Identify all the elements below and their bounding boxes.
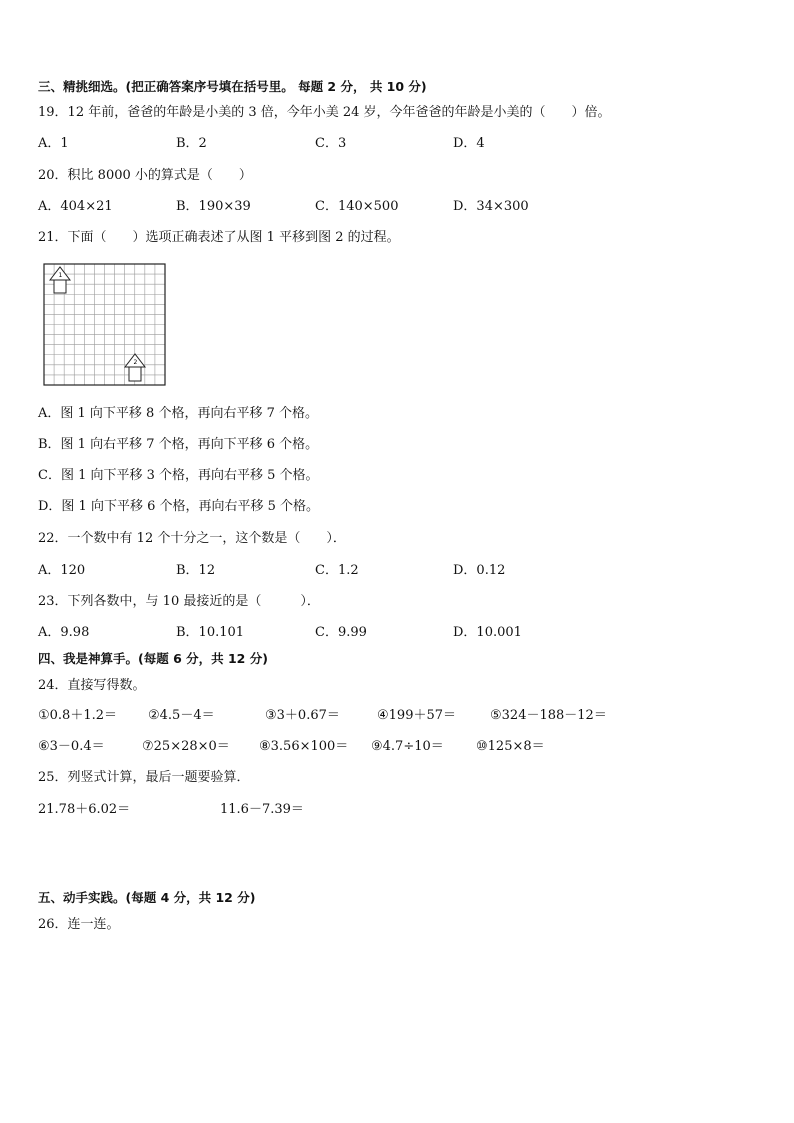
house-shape-1 [50,267,70,293]
q22-option-b: B．12 [176,563,216,578]
q23-option-b: B．10.101 [176,625,245,640]
q23-option-d: D．10.001 [453,625,522,640]
question-20-stem: 20．积比 8000 小的算式是（ ） [38,168,252,183]
q21-option-a: A．图 1 向下平移 8 个格，再向右平移 7 个格。 [38,406,318,421]
q24-item-2: ②4.5－4＝ [148,708,215,723]
q24-item-7: ⑦25×28×0＝ [142,739,230,754]
section-3-heading: 三、精挑细选。(把正确答案序号填在括号里。 每题 2 分， 共 10 分) [38,79,427,94]
q24-item-10: ⑩125×8＝ [476,739,545,754]
question-23-stem: 23．下列各数中，与 10 最接近的是（ ）． [38,594,320,609]
question-22-stem: 22．一个数中有 12 个十分之一，这个数是（ ）． [38,531,346,546]
question-26-stem: 26．连一连。 [38,917,120,932]
q19-option-a: A．1 [38,136,69,151]
q20-option-c: C．140×500 [315,199,399,214]
q19-option-c: C．3 [315,136,347,151]
question-24-stem: 24．直接写得数。 [38,678,146,693]
question-19-stem: 19．12 年前，爸爸的年龄是小美的 3 倍，今年小美 24 岁，今年爸爸的年龄是小美的（ ）倍。 [38,105,611,120]
q24-item-4: ④199＋57＝ [377,708,457,723]
section-5-heading: 五、动手实践。(每题 4 分，共 12 分) [38,890,256,905]
q19-option-b: B．2 [176,136,207,151]
translation-grid-figure [43,263,167,387]
q22-option-c: C．1.2 [315,563,359,578]
q21-option-b: B．图 1 向右平移 7 个格，再向下平移 6 个格。 [38,437,319,452]
q21-option-c: C．图 1 向下平移 3 个格，再向右平移 5 个格。 [38,468,319,483]
q24-item-6: ⑥3－0.4＝ [38,739,105,754]
question-25-stem: 25．列竖式计算，最后一题要验算． [38,770,250,785]
house-2-label: 2 [133,359,138,366]
house-1-label: 1 [58,272,63,279]
q24-item-3: ③3＋0.67＝ [265,708,340,723]
q25-item-2: 11.6－7.39＝ [220,802,304,817]
section-4-heading: 四、我是神算手。(每题 6 分，共 12 分) [38,651,268,666]
q21-option-d: D．图 1 向下平移 6 个格，再向右平移 5 个格。 [38,499,320,514]
q23-option-a: A．9.98 [38,625,90,640]
house-shape-2 [125,354,145,381]
q25-item-1: 21.78＋6.02＝ [38,802,131,817]
q19-option-d: D．4 [453,136,485,151]
q20-option-b: B．190×39 [176,199,251,214]
question-21-stem: 21．下面（ ）选项正确表述了从图 1 平移到图 2 的过程。 [38,230,400,245]
q20-option-a: A．404×21 [38,199,113,214]
q20-option-d: D．34×300 [453,199,529,214]
q24-item-8: ⑧3.56×100＝ [259,739,349,754]
q24-item-5: ⑤324－188－12＝ [490,708,607,723]
q24-item-9: ⑨4.7÷10＝ [371,739,444,754]
q23-option-c: C．9.99 [315,625,367,640]
q24-item-1: ①0.8＋1.2＝ [38,708,118,723]
q22-option-d: D．0.12 [453,563,506,578]
q22-option-a: A．120 [38,563,86,578]
